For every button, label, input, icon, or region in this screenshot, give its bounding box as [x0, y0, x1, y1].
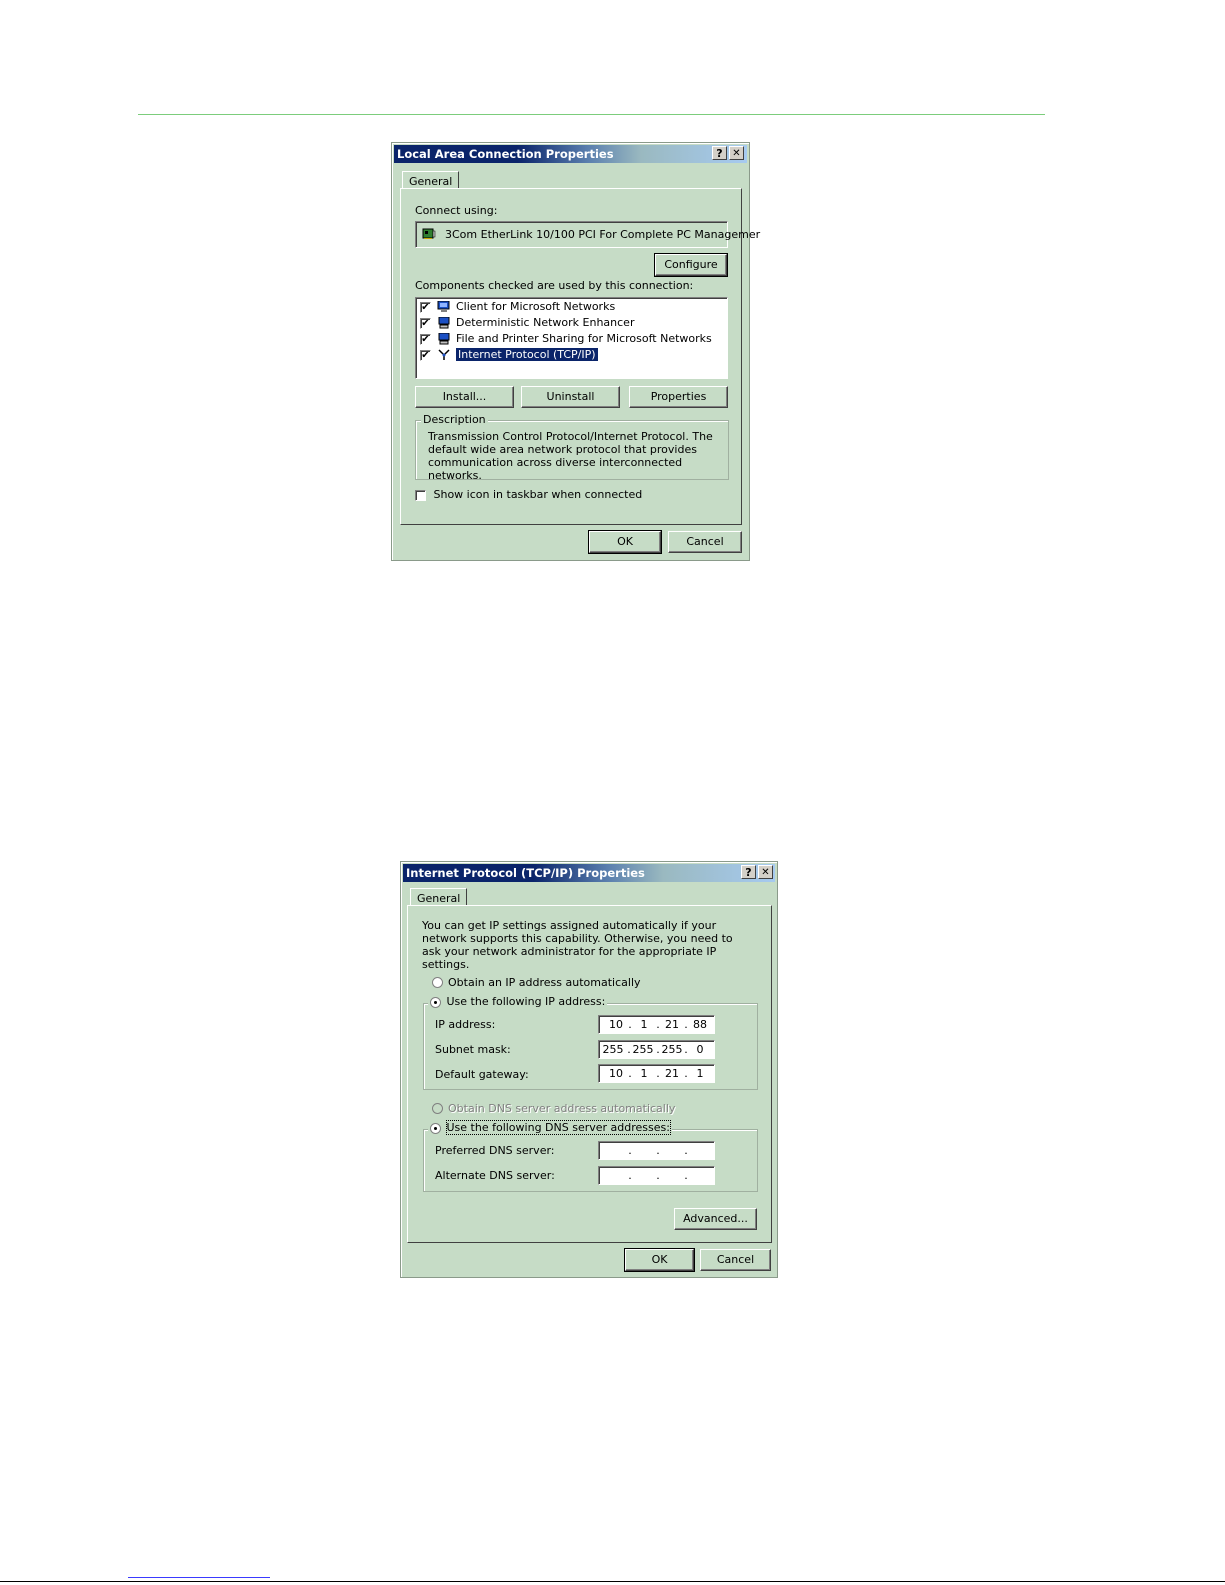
- install-button[interactable]: Install...: [415, 386, 514, 408]
- use-following-ip-label[interactable]: Use the following IP address:: [446, 995, 606, 1008]
- ip-dot: .: [684, 1067, 688, 1080]
- intro-text: You can get IP settings assigned automatically if your network supports this capability. Otherwise, you need to ask your network administrator for the appropriate IP settings.: [422, 919, 733, 971]
- ip-octet: 10: [609, 1067, 623, 1080]
- protocol-icon: [437, 349, 451, 361]
- component-label: File and Printer Sharing for Microsoft Networks: [456, 332, 712, 345]
- ip-dot: .: [656, 1067, 660, 1080]
- ip-octet: 1: [696, 1067, 704, 1080]
- component-label-selected: Internet Protocol (TCP/IP): [458, 348, 596, 361]
- use-following-ip-radio[interactable]: [430, 997, 441, 1008]
- ip-dot: .: [656, 1144, 660, 1157]
- component-label: Deterministic Network Enhancer: [456, 316, 635, 329]
- default-gateway-input[interactable]: [598, 1064, 715, 1083]
- show-icon-checkbox[interactable]: [415, 490, 426, 501]
- ok-button[interactable]: OK: [625, 1249, 694, 1271]
- subnet-mask-input[interactable]: [598, 1040, 715, 1059]
- list-item[interactable]: [420, 300, 615, 316]
- connect-using-label: Connect using:: [415, 204, 498, 217]
- tab-general[interactable]: General: [410, 888, 467, 905]
- obtain-ip-auto-label[interactable]: Obtain an IP address automatically: [448, 976, 641, 989]
- ip-octet: 10: [609, 1018, 623, 1031]
- tab-general[interactable]: General: [402, 171, 459, 188]
- use-following-ip-title: [428, 995, 607, 1008]
- use-following-dns-label[interactable]: Use the following DNS server addresses:: [446, 1121, 670, 1134]
- checkbox-file-sharing[interactable]: ✔: [421, 333, 430, 345]
- uninstall-button[interactable]: Uninstall: [521, 386, 620, 408]
- ip-octet: 255: [602, 1043, 624, 1056]
- obtain-dns-auto-radio[interactable]: [432, 1103, 443, 1114]
- components-list: [415, 297, 728, 379]
- ip-octet: 255: [632, 1043, 654, 1056]
- ip-octet: 21: [665, 1067, 679, 1080]
- lan-dialog-title: Local Area Connection Properties: [397, 147, 614, 161]
- adapter-field: [415, 221, 761, 248]
- preferred-dns-input[interactable]: [598, 1141, 715, 1160]
- subnet-mask-label: Subnet mask:: [435, 1043, 511, 1056]
- network-service-icon: [437, 317, 451, 329]
- close-button[interactable]: ✕: [758, 865, 773, 879]
- list-item[interactable]: [420, 316, 634, 332]
- checkbox-client[interactable]: ✔: [421, 301, 430, 313]
- checkbox-tcpip[interactable]: ✔: [421, 349, 430, 361]
- cancel-button[interactable]: Cancel: [668, 531, 742, 553]
- close-button[interactable]: ✕: [729, 146, 744, 160]
- show-icon-label: Show icon in taskbar when connected: [433, 488, 643, 501]
- ip-dot: .: [628, 1144, 632, 1157]
- alternate-dns-input[interactable]: [598, 1166, 715, 1185]
- ip-octet: 88: [693, 1018, 707, 1031]
- ip-dot: .: [628, 1169, 632, 1182]
- ip-dot: .: [627, 1043, 631, 1056]
- help-button[interactable]: ?: [741, 865, 756, 879]
- ip-dot: .: [684, 1144, 688, 1157]
- top-divider: [138, 114, 1045, 115]
- list-item[interactable]: [420, 332, 712, 348]
- tcpip-dialog-title: Internet Protocol (TCP/IP) Properties: [406, 866, 645, 880]
- alternate-dns-label: Alternate DNS server:: [435, 1169, 555, 1182]
- preferred-dns-label: Preferred DNS server:: [435, 1144, 555, 1157]
- bottom-divider: [0, 1581, 1225, 1582]
- lan-properties-dialog: [391, 142, 761, 561]
- ip-octet: 1: [640, 1067, 648, 1080]
- ip-dot: .: [628, 1018, 632, 1031]
- show-icon-row[interactable]: [415, 488, 642, 501]
- ip-octet: 1: [640, 1018, 648, 1031]
- use-following-dns-title: [428, 1121, 672, 1134]
- tcpip-dialog-titlebar[interactable]: [403, 864, 775, 882]
- network-service-icon: [437, 333, 451, 345]
- list-item[interactable]: [420, 348, 598, 364]
- lan-dialog-titlebar[interactable]: [394, 145, 747, 163]
- advanced-button[interactable]: Advanced...: [674, 1208, 757, 1230]
- cancel-button[interactable]: Cancel: [700, 1249, 771, 1271]
- checkbox-dne[interactable]: ✔: [421, 317, 430, 329]
- use-following-dns-radio[interactable]: [430, 1123, 441, 1134]
- adapter-name: 3Com EtherLink 10/100 PCI For Complete PC Managemer: [445, 228, 761, 241]
- obtain-dns-auto-label[interactable]: Obtain DNS server address automatically: [448, 1102, 676, 1115]
- help-button[interactable]: ?: [712, 146, 727, 160]
- ip-dot: .: [656, 1018, 660, 1031]
- obtain-ip-auto-radio[interactable]: [432, 977, 443, 988]
- ip-address-input[interactable]: [598, 1015, 715, 1034]
- ip-address-label: IP address:: [435, 1018, 496, 1031]
- network-client-icon: [437, 301, 451, 313]
- ip-octet: 0: [696, 1043, 704, 1056]
- description-text: Transmission Control Protocol/Internet Protocol. The default wide area network protocol that provides communication across diverse interconnected networks.: [428, 430, 713, 482]
- ip-dot: .: [628, 1067, 632, 1080]
- default-gateway-label: Default gateway:: [435, 1068, 529, 1081]
- components-label: Components checked are used by this connection:: [415, 279, 694, 292]
- ip-dot: .: [684, 1018, 688, 1031]
- description-title: Description: [423, 413, 486, 426]
- ip-dot: .: [684, 1169, 688, 1182]
- ip-octet: 21: [665, 1018, 679, 1031]
- ip-dot: .: [656, 1169, 660, 1182]
- ip-dot: .: [684, 1043, 688, 1056]
- ok-button[interactable]: OK: [589, 531, 661, 553]
- footer-link-underline: [128, 1577, 270, 1578]
- ip-dot: .: [656, 1043, 660, 1056]
- component-label: Client for Microsoft Networks: [456, 300, 616, 313]
- properties-button[interactable]: Properties: [629, 386, 728, 408]
- configure-button[interactable]: Configure: [655, 254, 727, 276]
- tcpip-properties-dialog: [400, 861, 778, 1278]
- ip-octet: 255: [661, 1043, 683, 1056]
- network-adapter-icon: [422, 228, 436, 240]
